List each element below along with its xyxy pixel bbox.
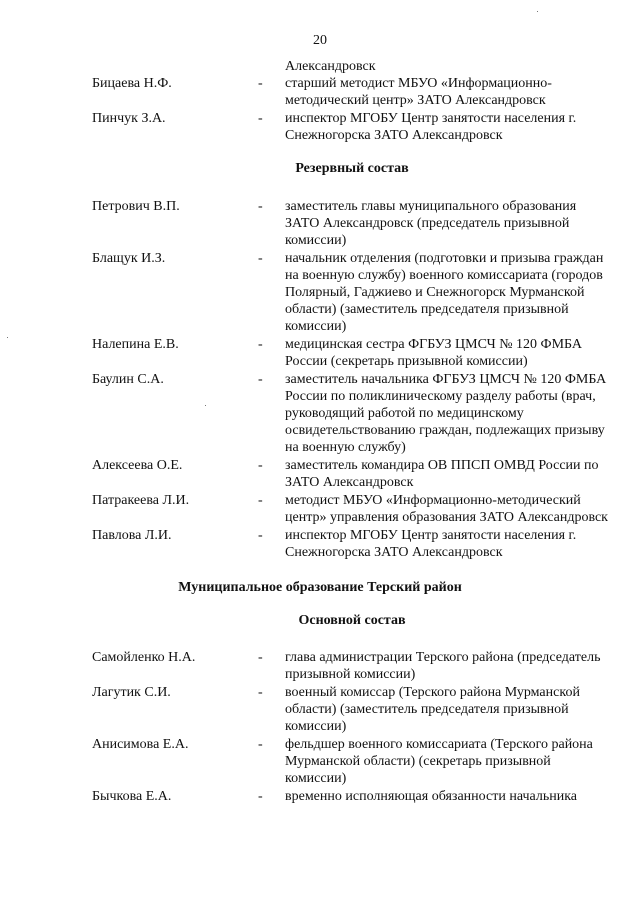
member-role: инспектор МГОБУ Центр занятости населения г. Снежногорска ЗАТО Александровск <box>285 528 577 560</box>
section-heading-municipality: Муниципальное образование Терский район <box>178 580 462 595</box>
member-entry <box>92 371 612 456</box>
member-name: Патракеева Л.И. <box>92 493 190 508</box>
scan-speck <box>537 11 538 12</box>
separator-dash: - <box>258 650 263 665</box>
member-entry <box>92 527 612 561</box>
member-role: заместитель главы муниципального образования ЗАТО Александровск (председатель призывной комиссии) <box>285 199 577 248</box>
separator-dash: - <box>258 111 263 126</box>
member-role: военный комиссар (Терского района Мурманской области) (заместитель председателя призывной комиссии) <box>285 685 580 734</box>
separator-dash: - <box>258 789 263 804</box>
member-name: Петрович В.П. <box>92 199 180 214</box>
member-entry <box>92 492 612 526</box>
top-entries-list <box>92 75 612 144</box>
member-entry <box>92 336 612 370</box>
member-name: Бычкова Е.А. <box>92 789 172 804</box>
main-entries-list <box>92 649 612 805</box>
member-role: инспектор МГОБУ Центр занятости населения г. Снежногорска ЗАТО Александровск <box>285 111 577 143</box>
member-role: старший методист МБУО «Информационно-методический центр» ЗАТО Александровск <box>285 76 552 108</box>
member-name: Павлова Л.И. <box>92 528 172 543</box>
member-name: Бицаева Н.Ф. <box>92 76 172 91</box>
member-role: заместитель командира ОВ ППСП ОМВД России по ЗАТО Александровск <box>285 458 599 490</box>
section-heading-reserve: Резервный состав <box>295 161 409 176</box>
separator-dash: - <box>258 458 263 473</box>
member-entry <box>92 110 612 144</box>
member-entry <box>92 736 612 787</box>
member-name: Блащук И.З. <box>92 251 166 266</box>
scan-speck <box>7 337 8 338</box>
member-role: временно исполняющая обязанности начальника <box>285 789 578 804</box>
separator-dash: - <box>258 528 263 543</box>
member-entry <box>92 649 612 683</box>
separator-dash: - <box>258 372 263 387</box>
member-name: Налепина Е.В. <box>92 337 179 352</box>
separator-dash: - <box>258 337 263 352</box>
member-name: Анисимова Е.А. <box>92 737 189 752</box>
member-entry <box>92 198 612 249</box>
separator-dash: - <box>258 199 263 214</box>
separator-dash: - <box>258 251 263 266</box>
member-role: медицинская сестра ФГБУЗ ЦМСЧ № 120 ФМБА России (секретарь призывной комиссии) <box>285 337 583 369</box>
separator-dash: - <box>258 76 263 91</box>
member-name: Лагутик С.И. <box>92 685 171 700</box>
separator-dash: - <box>258 493 263 508</box>
reserve-entries-list <box>92 198 612 561</box>
member-role: заместитель начальника ФГБУЗ ЦМСЧ № 120 ФМБА России по поликлиническому разделу работы (врач, руководящий работой по медицинскому освидетельствованию граждан, подлежащих призыву на военную службу) <box>285 372 607 455</box>
member-role: глава администрации Терского района (председатель призывной комиссии) <box>285 650 601 682</box>
member-entry <box>92 788 612 805</box>
document-body <box>92 58 612 805</box>
entry-description: Александровск <box>285 59 376 74</box>
member-entry <box>92 250 612 335</box>
member-entry <box>92 457 612 491</box>
member-role: начальник отделения (подготовки и призыва граждан на военную службу) военного комиссариата (городов Полярный, Гаджиево и Снежногорск Мурманской области) (заместитель председателя призывной комиссии) <box>285 251 604 334</box>
continuation-entry <box>92 58 612 75</box>
member-name: Пинчук З.А. <box>92 111 166 126</box>
separator-dash: - <box>258 685 263 700</box>
section-heading-main: Основной состав <box>298 613 406 628</box>
scan-speck <box>205 405 206 406</box>
member-name: Самойленко Н.А. <box>92 650 196 665</box>
member-name: Алексеева О.Е. <box>92 458 183 473</box>
separator-dash: - <box>258 737 263 752</box>
member-entry <box>92 684 612 735</box>
member-name: Баулин С.А. <box>92 372 164 387</box>
member-entry <box>92 75 612 109</box>
page-number: 20 <box>313 33 327 48</box>
member-role: методист МБУО «Информационно-методический центр» управления образования ЗАТО Александровск <box>285 493 608 525</box>
member-role: фельдшер военного комиссариата (Терского района Мурманской области) (секретарь призывной комиссии) <box>285 737 593 786</box>
